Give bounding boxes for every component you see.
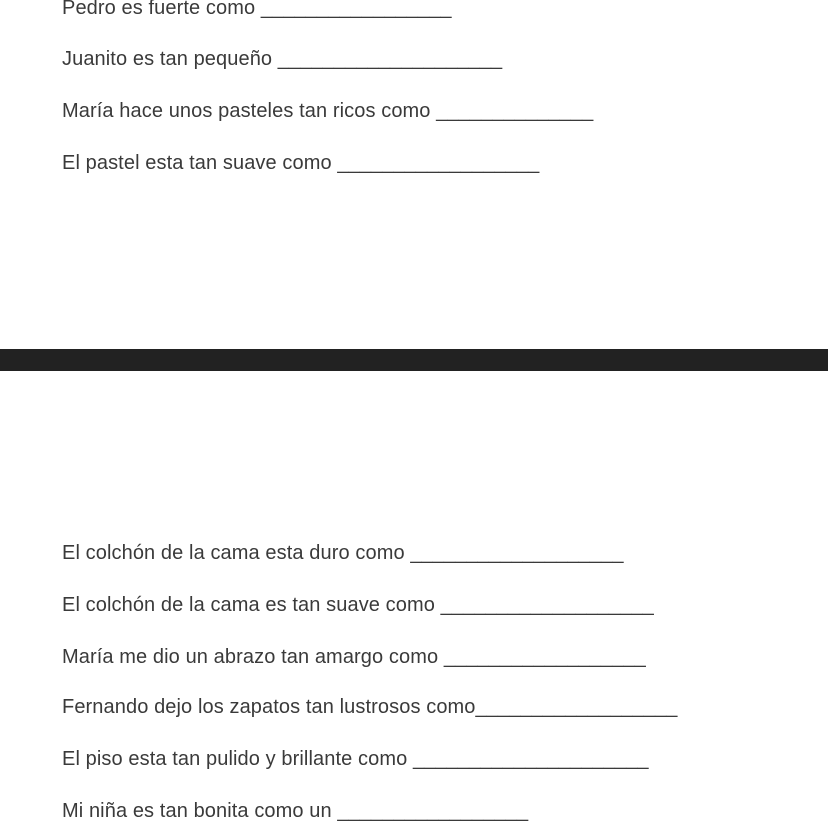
sentence-line: Mi niña es tan bonita como un _________________ bbox=[62, 800, 529, 822]
sentence-line: El pastel esta tan suave como __________________ bbox=[62, 152, 540, 174]
sentence-line: Fernando dejo los zapatos tan lustrosos como__________________ bbox=[62, 696, 678, 718]
section-divider bbox=[0, 349, 828, 371]
sentence-line: María hace unos pasteles tan ricos como ______________ bbox=[62, 100, 594, 122]
sentence-line: El piso esta tan pulido y brillante como _____________________ bbox=[62, 748, 649, 770]
sentence-line: El colchón de la cama es tan suave como ___________________ bbox=[62, 594, 654, 616]
sentence-line: El colchón de la cama esta duro como ___________________ bbox=[62, 542, 624, 564]
sentence-line: Pedro es fuerte como _________________ bbox=[62, 0, 452, 19]
sentence-line: Juanito es tan pequeño ____________________ bbox=[62, 48, 503, 70]
sentence-line: María me dio un abrazo tan amargo como __________________ bbox=[62, 646, 646, 668]
